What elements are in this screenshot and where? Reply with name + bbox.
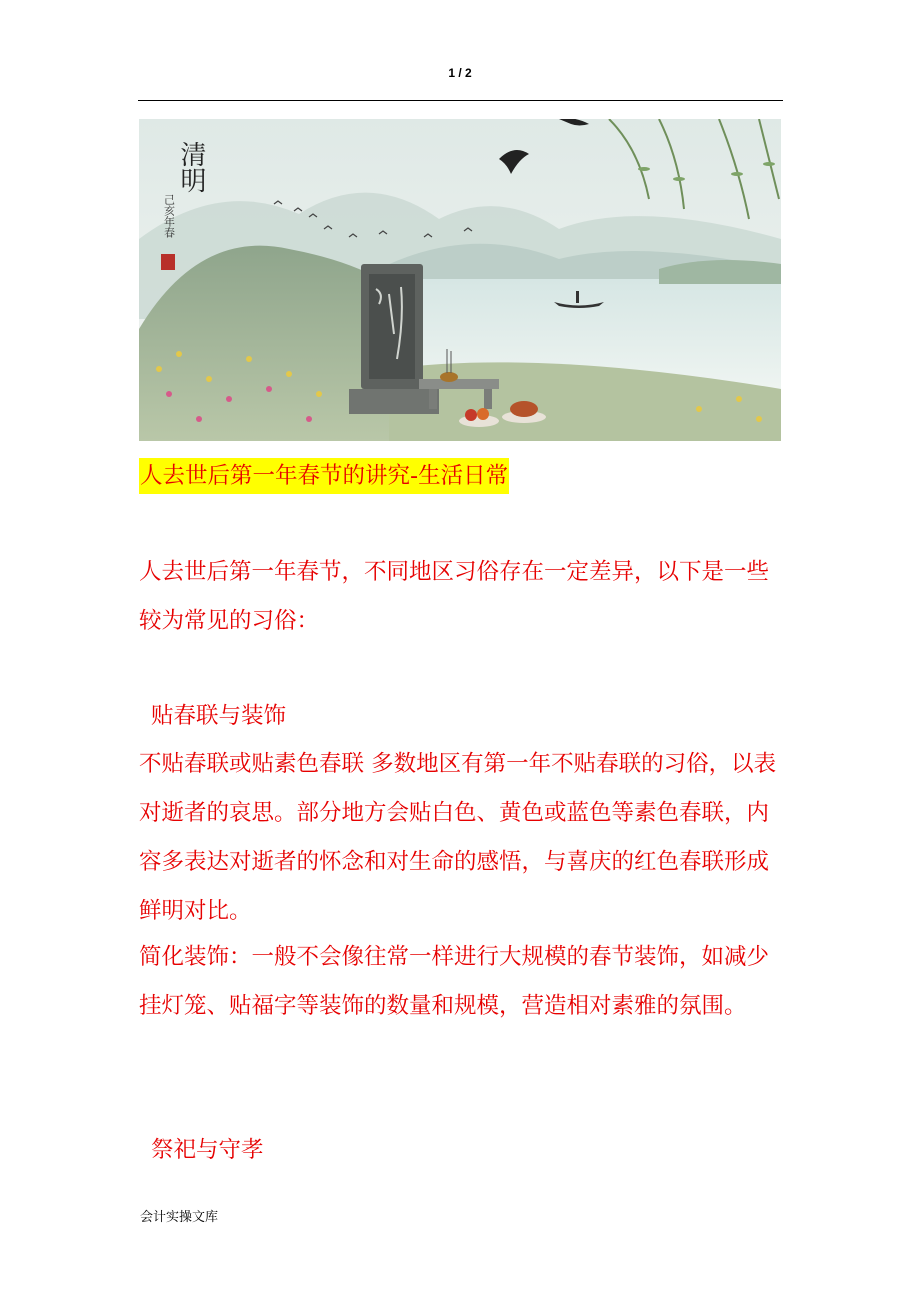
intro-paragraph: 人去世后第一年春节，不同地区习俗存在一定差异，以下是一些较为常见的习俗： [139, 559, 770, 634]
section-heading-couplets: 贴春联与装饰 [151, 703, 287, 729]
seal-stamp [161, 254, 175, 270]
qingming-illustration [139, 119, 781, 441]
calligraphy-title: 清明 [176, 141, 206, 193]
section-heading-sacrifice: 祭祀与守孝 [151, 1137, 264, 1163]
page-number: 1 / 2 [448, 66, 472, 80]
calligraphy-subtitle: 己亥年春 [162, 194, 176, 238]
paragraph-decoration: 简化装饰：一般不会像往常一样进行大规模的春节装饰，如减少挂灯笼、贴福字等装饰的数量和规模，营造相对素雅的氛围。 [139, 944, 770, 1019]
header-divider [138, 100, 783, 101]
document-title: 人去世后第一年春节的讲究-生活日常 [139, 458, 509, 494]
page-footer: 会计实操文库 [140, 1210, 219, 1225]
paragraph-couplets: 不贴春联或贴素色春联 多数地区有第一年不贴春联的习俗，以表对逝者的哀思。部分地方会贴白色、黄色或蓝色等素色春联，内容多表达对逝者的怀念和对生命的感悟，与喜庆的红色春联形成鲜明对比。 [139, 751, 777, 924]
